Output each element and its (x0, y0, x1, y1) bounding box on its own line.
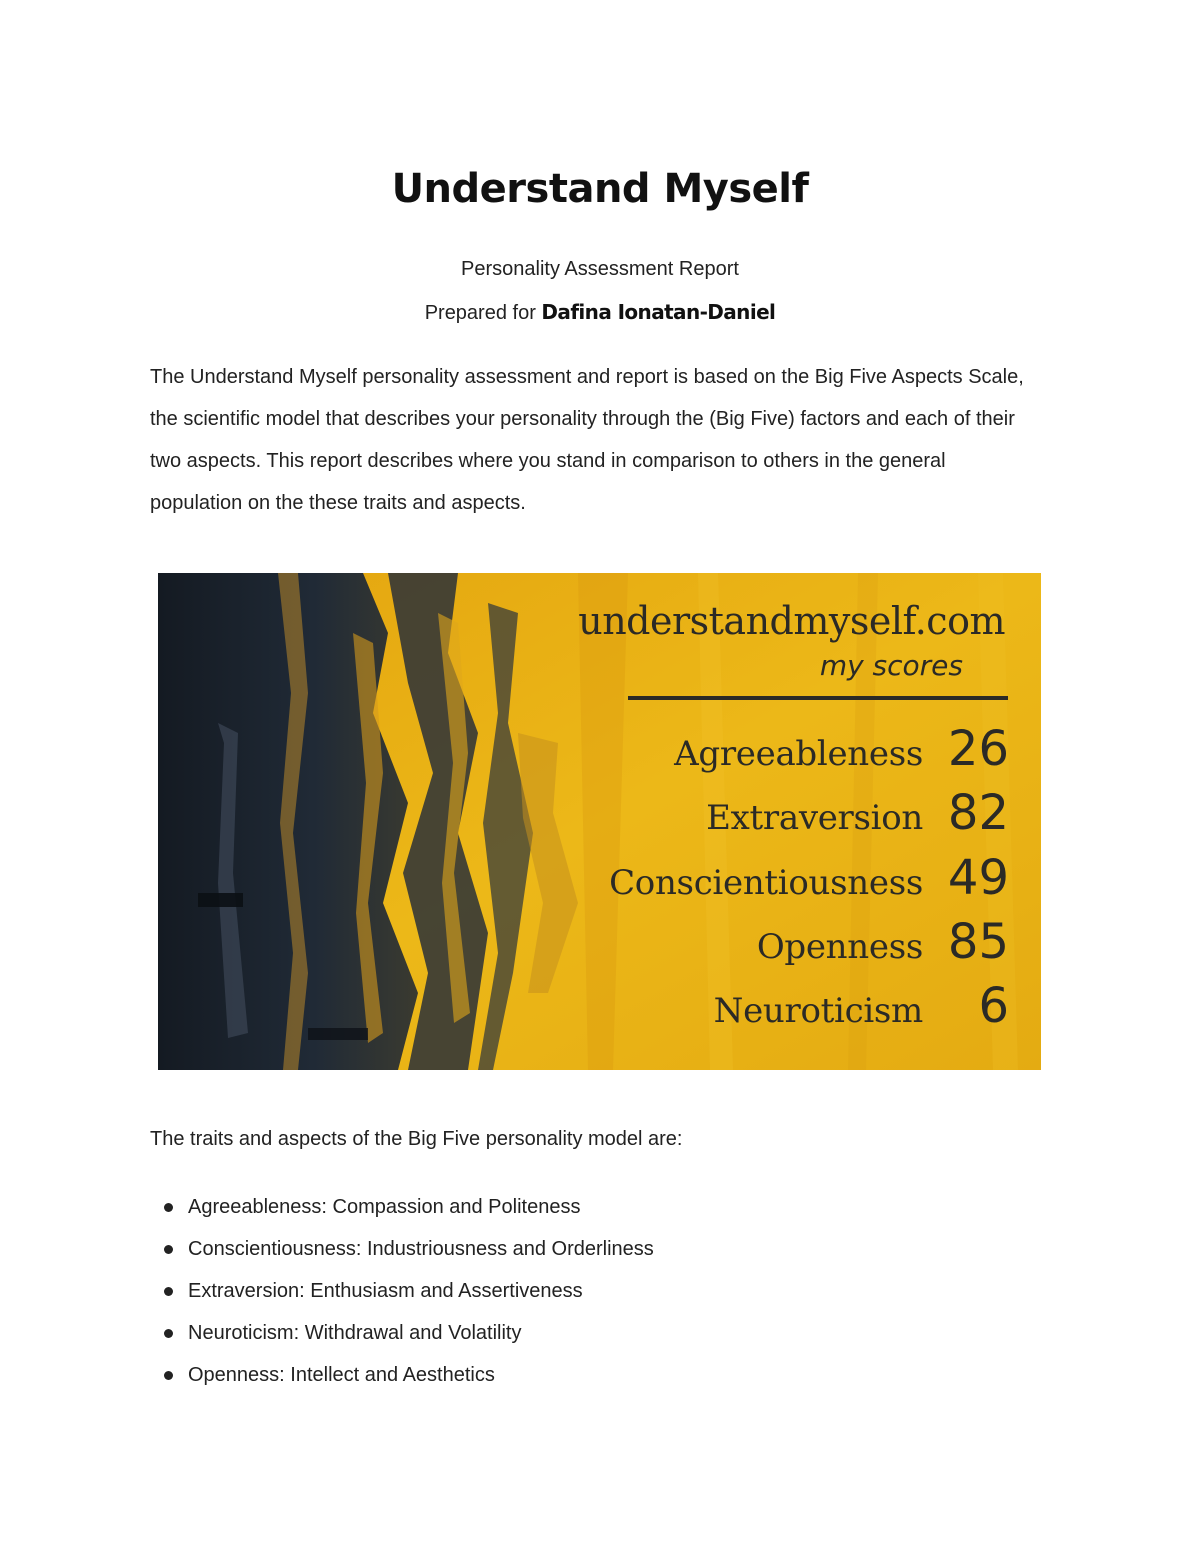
score-row-agreeableness (674, 721, 1009, 777)
page-title: Understand Myself (391, 166, 809, 212)
score-row-conscientiousness (609, 850, 1009, 906)
score-row-neuroticism (714, 978, 1009, 1034)
score-trait-label: Openness (756, 927, 923, 967)
score-value: 26 (947, 721, 1009, 777)
score-row-extraversion (706, 785, 1009, 841)
list-item-text: Openness: Intellect and Aesthetics (188, 1364, 495, 1386)
list-item (150, 1228, 654, 1270)
list-item (150, 1186, 654, 1228)
banner-site-name: understandmyself.com (578, 599, 1005, 643)
list-item-text: Neuroticism: Withdrawal and Volatility (188, 1322, 522, 1344)
score-value: 49 (947, 850, 1009, 906)
score-trait-label: Conscientiousness (609, 863, 923, 903)
score-row-openness (757, 914, 1009, 970)
scores-banner (158, 573, 1041, 1070)
report-subtitle: Personality Assessment Report (461, 258, 739, 280)
bullet-icon (164, 1329, 173, 1338)
banner-divider (628, 696, 1008, 700)
list-item (150, 1312, 654, 1354)
bullet-icon (164, 1287, 173, 1296)
banner-caption: my scores (819, 649, 963, 682)
list-item-text: Extraversion: Enthusiasm and Assertiveness (188, 1280, 583, 1302)
bullet-icon (164, 1245, 173, 1254)
list-item-text: Conscientiousness: Industriousness and Orderliness (188, 1238, 654, 1260)
score-value: 6 (978, 978, 1009, 1034)
bullet-icon (164, 1371, 173, 1380)
list-item-text: Agreeableness: Compassion and Politeness (188, 1196, 581, 1218)
recipient-name: Dafina Ionatan-Daniel (541, 300, 776, 324)
list-item (150, 1270, 654, 1312)
score-value: 82 (947, 785, 1009, 841)
traits-list-intro: The traits and aspects of the Big Five personality model are: (150, 1128, 683, 1150)
intro-paragraph: The Understand Myself personality assessment and report is based on the Big Five Aspects Scale, the scientific model that describes your personality through the (Big Five) factors and each of their two aspects. This report describes where you stand in comparison to others in the general population on the these traits and aspects. (150, 366, 1024, 514)
score-trait-label: Neuroticism (713, 991, 923, 1031)
list-item (150, 1354, 654, 1396)
score-trait-label: Agreeableness (674, 734, 923, 774)
score-trait-label: Extraversion (706, 798, 923, 838)
bullet-icon (164, 1203, 173, 1212)
score-value: 85 (947, 914, 1009, 970)
prepared-for-label: Prepared for (424, 302, 536, 324)
prepared-for-line (0, 300, 1200, 325)
traits-list (150, 1186, 654, 1396)
